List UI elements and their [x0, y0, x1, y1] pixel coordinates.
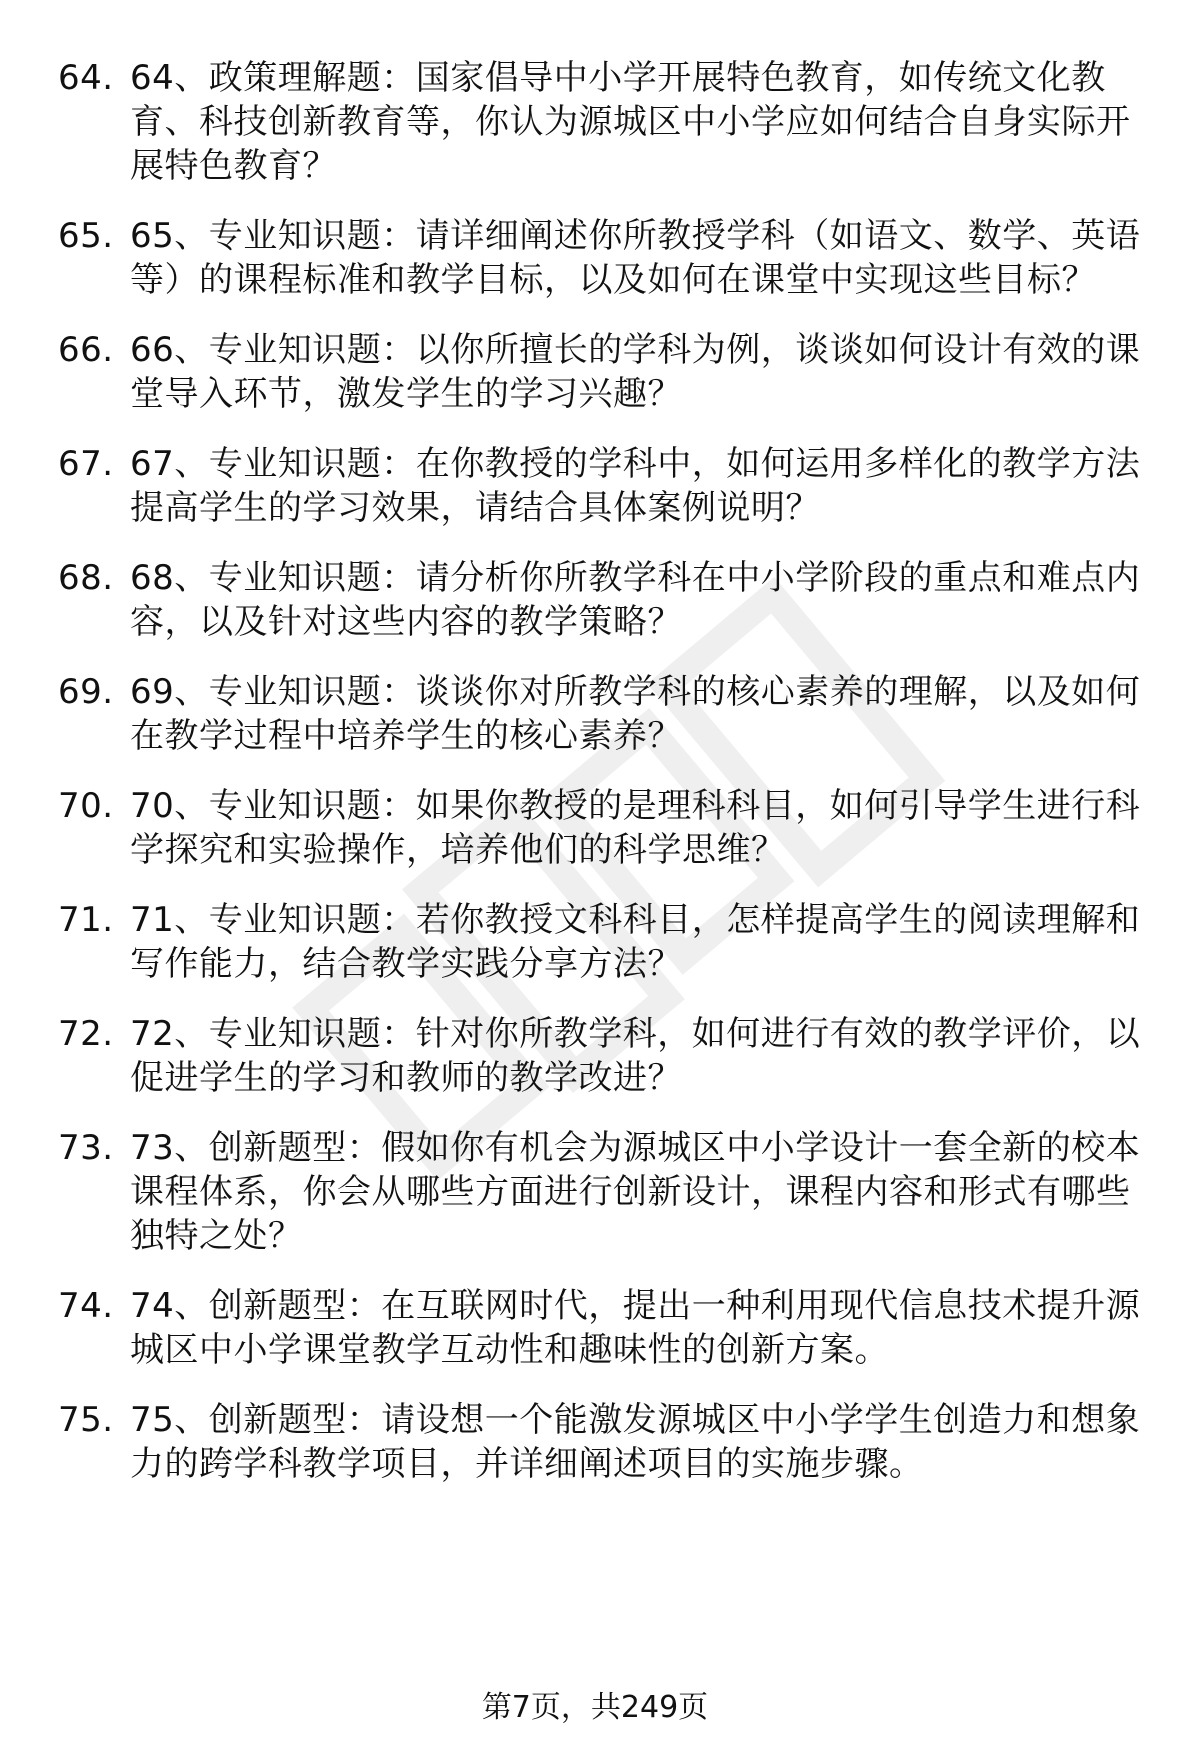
question-item	[58, 1284, 1158, 1372]
question-text: 73、创新题型：假如你有机会为源城区中小学设计一套全新的校本课程体系，你会从哪些方面进行创新设计，课程内容和形式有哪些独特之处？	[130, 1128, 1141, 1256]
question-item	[58, 56, 1158, 188]
question-item	[58, 1126, 1158, 1258]
question-text: 66、专业知识题：以你所擅长的学科为例，谈谈如何设计有效的课堂导入环节，激发学生的学习兴趣？	[130, 330, 1141, 414]
question-text: 67、专业知识题：在你教授的学科中，如何运用多样化的教学方法提高学生的学习效果，请结合具体案例说明？	[130, 444, 1141, 528]
question-number: 69.	[58, 672, 114, 712]
question-number: 67.	[58, 444, 114, 484]
question-item	[58, 670, 1158, 758]
question-number: 64.	[58, 58, 114, 98]
question-item	[58, 784, 1158, 872]
question-item	[58, 1012, 1158, 1100]
question-text: 71、专业知识题：若你教授文科科目，怎样提高学生的阅读理解和写作能力，结合教学实践分享方法？	[130, 900, 1141, 984]
question-number: 70.	[58, 786, 114, 826]
question-number: 71.	[58, 900, 114, 940]
question-text: 72、专业知识题：针对你所教学科，如何进行有效的教学评价，以促进学生的学习和教师的教学改进？	[130, 1014, 1141, 1098]
question-number: 75.	[58, 1400, 114, 1440]
question-text: 70、专业知识题：如果你教授的是理科科目，如何引导学生进行科学探究和实验操作，培养他们的科学思维？	[130, 786, 1141, 870]
question-number: 74.	[58, 1286, 114, 1326]
question-text: 65、专业知识题：请详细阐述你所教授学科（如语文、数学、英语等）的课程标准和教学目标，以及如何在课堂中实现这些目标？	[130, 216, 1141, 300]
page-footer: 第7页，共249页	[481, 1690, 709, 1725]
question-text: 69、专业知识题：谈谈你对所教学科的核心素养的理解，以及如何在教学过程中培养学生的核心素养？	[130, 672, 1141, 756]
question-number: 72.	[58, 1014, 114, 1054]
question-item	[58, 214, 1158, 302]
question-number: 73.	[58, 1128, 114, 1168]
question-text: 75、创新题型：请设想一个能激发源城区中小学学生创造力和想象力的跨学科教学项目，并详细阐述项目的实施步骤。	[130, 1400, 1141, 1484]
question-item	[58, 556, 1158, 644]
question-number: 65.	[58, 216, 114, 256]
question-number: 66.	[58, 330, 114, 370]
question-text: 74、创新题型：在互联网时代，提出一种利用现代信息技术提升源城区中小学课堂教学互动性和趣味性的创新方案。	[130, 1286, 1141, 1370]
question-item	[58, 898, 1158, 986]
question-number: 68.	[58, 558, 114, 598]
question-text: 68、专业知识题：请分析你所教学科在中小学阶段的重点和难点内容，以及针对这些内容的教学策略？	[130, 558, 1141, 642]
question-item	[58, 442, 1158, 530]
question-item	[58, 1398, 1158, 1486]
question-list	[58, 56, 1158, 1512]
question-text: 64、政策理解题：国家倡导中小学开展特色教育，如传统文化教育、科技创新教育等，你认为源城区中小学应如何结合自身实际开展特色教育？	[130, 58, 1131, 186]
question-item	[58, 328, 1158, 416]
